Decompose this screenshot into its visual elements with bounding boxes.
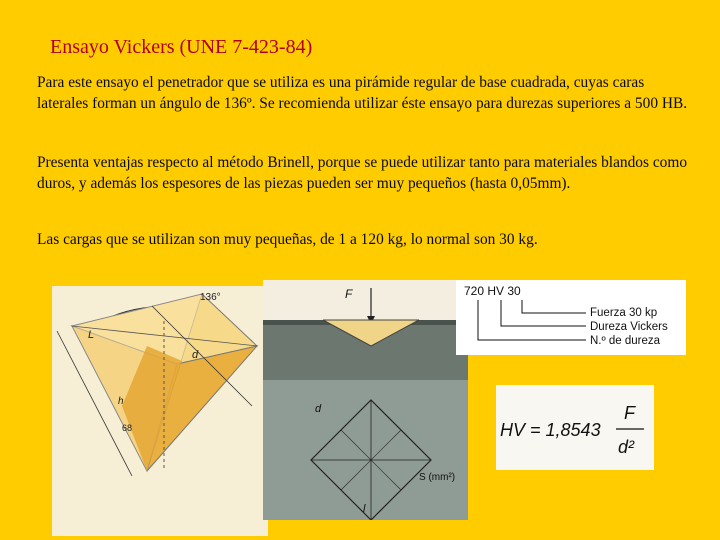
formula-lhs: HV = 1,8543	[500, 420, 601, 440]
angle-68-label: 68	[122, 423, 133, 433]
pyramid-indenter-figure	[52, 286, 268, 536]
depth-label: l	[363, 503, 366, 515]
paragraph-loads: Las cargas que se utilizan son muy pequeñas, de 1 a 120 kg, lo normal son 30 kg.	[37, 231, 538, 248]
notation-hardness-number: N.º de dureza	[590, 335, 661, 347]
notation-example: 720 HV 30	[464, 284, 521, 298]
area-label: S (mm²)	[419, 472, 456, 483]
formula-figure	[496, 385, 654, 470]
diagonal-label: d	[192, 349, 199, 361]
indentation-diagram	[263, 280, 468, 520]
angle-136-label: 136°	[200, 292, 221, 303]
formula-denominator: d²	[618, 437, 635, 457]
notation-diagram	[456, 280, 686, 355]
notation-hardness-type: Dureza Vickers	[590, 321, 668, 333]
paragraph-advantages: Presenta ventajas respecto al método Brinell, porque se puede utilizar tanto para materiales blandos como duros, y además los espesores de las piezas pueden ser muy pequeños (hasta 0,05mm).	[37, 154, 688, 192]
paragraph-description: Para este ensayo el penetrador que se utiliza es una pirámide regular de base cuadrada, cuyas caras laterales forman un ángulo de 136º. Se recomienda utilizar éste ensayo para durezas superiores a 500 HB.	[37, 74, 688, 112]
hv-formula	[496, 385, 654, 470]
indentation-section-figure	[263, 280, 468, 520]
page-title: Ensayo Vickers (UNE 7-423-84)	[50, 36, 313, 58]
edge-length-label: L	[88, 329, 95, 341]
pyramid-diagram	[52, 286, 268, 536]
diagonal-d-label: d	[315, 403, 322, 415]
formula-numerator: F	[624, 403, 635, 423]
force-label: F	[345, 287, 353, 301]
notation-force: Fuerza 30 kp	[590, 307, 658, 319]
height-label: h	[118, 396, 124, 407]
notation-figure	[456, 280, 686, 355]
